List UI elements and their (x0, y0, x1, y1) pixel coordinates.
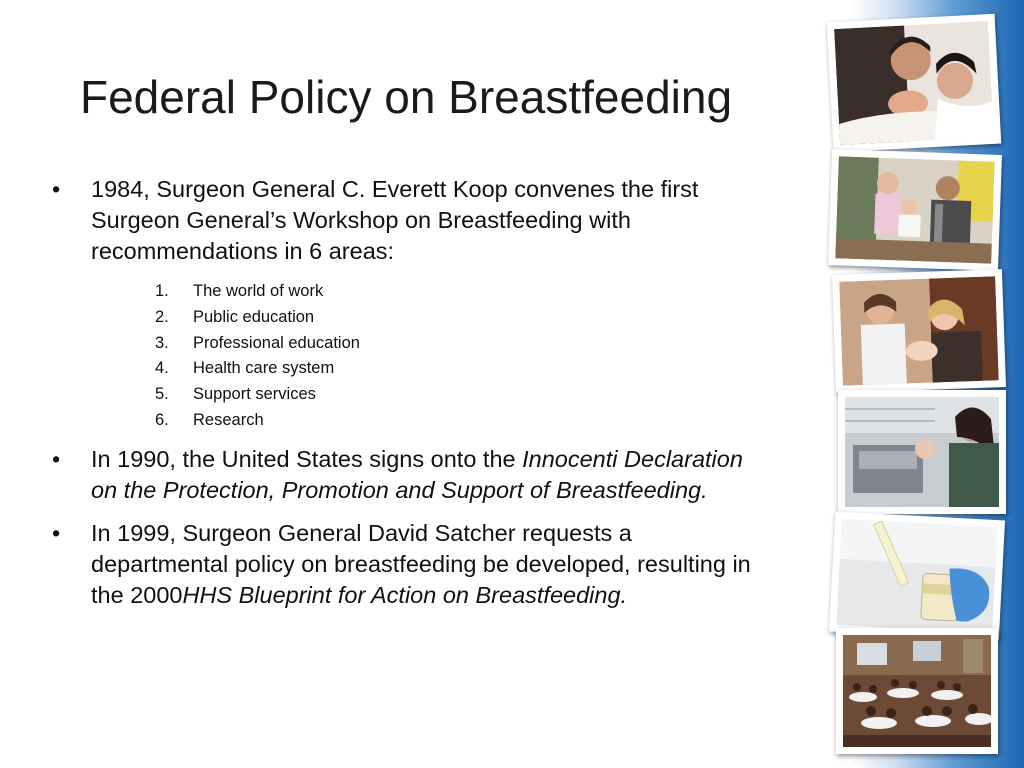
photo-mother-using-breast-pump (838, 390, 1006, 514)
bullet-1990-innocenti (50, 444, 770, 506)
areas-list (50, 279, 770, 434)
bullet-dot: • (52, 519, 61, 546)
slide-body (50, 174, 770, 623)
photo-parents-with-newborn (827, 14, 1002, 153)
photo-family-clinic-waiting-room (828, 149, 1002, 271)
photo-conference-audience (836, 628, 998, 754)
bullet-text: 1984, Surgeon General C. Everett Koop convenes the first Surgeon General’s Workshop on Breastfeeding with recommendations in 6 areas: (91, 176, 699, 264)
bullet-1999-blueprint (50, 518, 770, 611)
photo-breast-milk-sample (829, 512, 1005, 641)
bullet-dot: • (52, 176, 61, 202)
bullet-dot: • (52, 445, 61, 472)
bullet-italic-text: HHS Blueprint for Action on Breastfeeding. (182, 581, 628, 608)
list-item: 2. Public education (155, 307, 315, 326)
bullet-text: In 1990, the United States signs onto the (91, 445, 523, 472)
photo-lactation-consultant-with-mother (832, 269, 1006, 393)
list-item: 5. Support services (155, 385, 316, 404)
bullet-1984-workshop (50, 174, 770, 267)
list-item: 4. Health care system (155, 359, 335, 378)
page-title: Federal Policy on Breastfeeding (80, 71, 733, 123)
bullet-italic-text: Innocenti Declaration on the Protection, Promotion and Support of Breastfeeding. (91, 445, 743, 503)
list-item: 3. Professional education (155, 333, 360, 352)
list-item: 6. Research (155, 410, 264, 429)
bullet-text: In 1999, Surgeon General David Satcher requests a departmental policy on breastfeeding be developed, resulting in the 2000 (91, 519, 751, 608)
list-item: 1. The world of work (155, 282, 324, 300)
